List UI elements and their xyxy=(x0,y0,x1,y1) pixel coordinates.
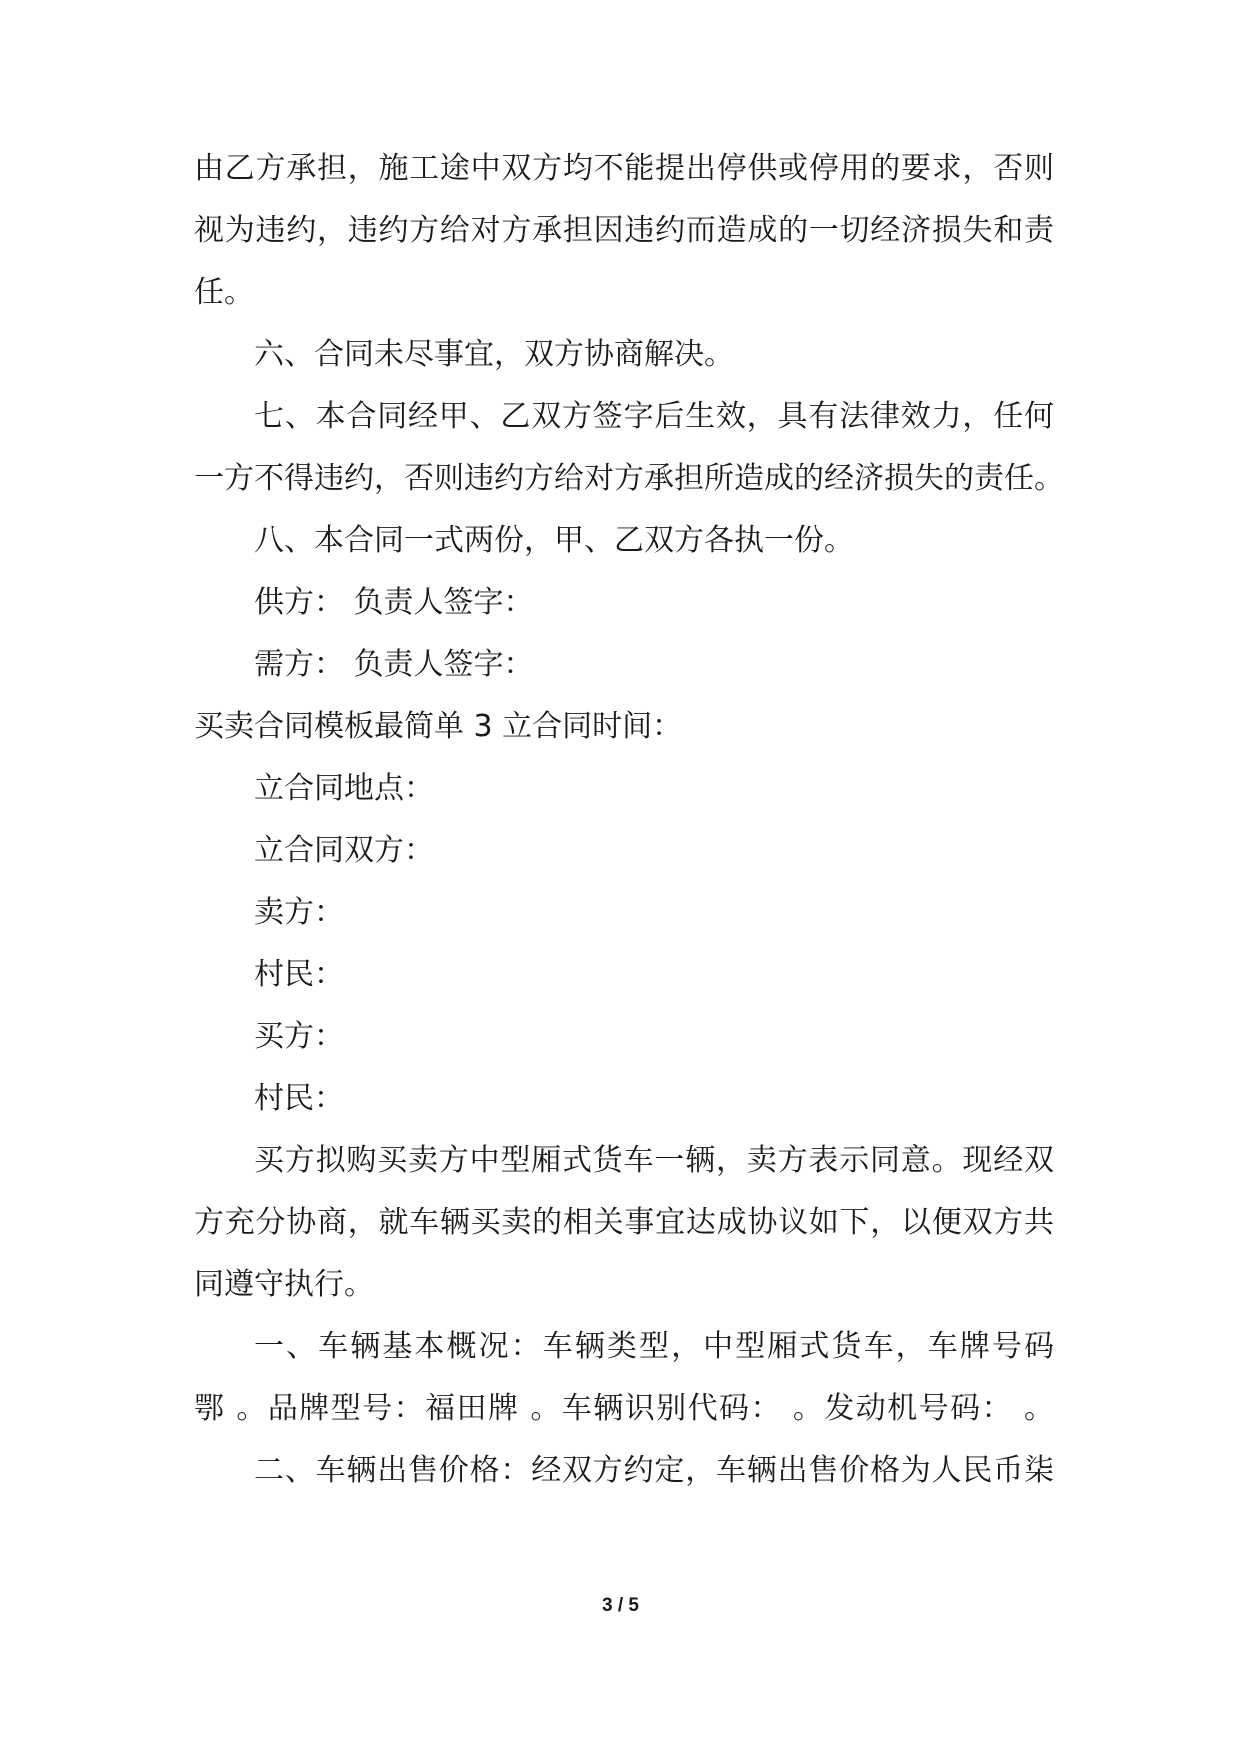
paragraph-line: 任。 xyxy=(194,275,254,310)
signature-line-supplier: 供方： 负责人签字： xyxy=(254,585,534,620)
section-heading: 买卖合同模板最简单 3 立合同时间： xyxy=(194,709,683,744)
paragraph-line: 视为违约，违约方给对方承担因违约而造成的一切经济损失和责 xyxy=(194,213,1054,248)
paragraph-line: 由乙方承担，施工途中双方均不能提出停供或停用的要求，否则 xyxy=(194,151,1054,186)
paragraph-line: 六、合同未尽事宜，双方协商解决。 xyxy=(254,337,734,372)
paragraph-line: 一方不得违约，否则违约方给对方承担所造成的经济损失的责任。 xyxy=(194,461,1064,496)
paragraph-line: 立合同双方： xyxy=(254,833,434,868)
paragraph-line: 买方： xyxy=(254,1019,344,1054)
signature-line-buyer: 需方： 负责人签字： xyxy=(254,647,534,682)
paragraph-line: 方充分协商，就车辆买卖的相关事宜达成协议如下，以便双方共 xyxy=(194,1205,1054,1240)
paragraph-line: 立合同地点： xyxy=(254,771,434,806)
page-number: 3 / 5 xyxy=(602,1595,639,1616)
paragraph-line: 村民： xyxy=(254,957,344,992)
paragraph-line: 同遵守执行。 xyxy=(194,1267,374,1302)
paragraph-line: 一、车辆基本概况：车辆类型，中型厢式货车，车牌号码 xyxy=(254,1329,1054,1364)
paragraph-line: 鄂 。品牌型号：福田牌 。车辆识别代码： 。发动机号码： 。 xyxy=(194,1391,1054,1426)
paragraph-line: 卖方： xyxy=(254,895,344,930)
paragraph-line: 二、车辆出售价格：经双方约定，车辆出售价格为人民币柒 xyxy=(254,1453,1054,1488)
paragraph-line: 买方拟购买卖方中型厢式货车一辆，卖方表示同意。现经双 xyxy=(254,1143,1054,1178)
paragraph-line: 七、本合同经甲、乙双方签字后生效，具有法律效力，任何 xyxy=(254,399,1054,434)
paragraph-line: 村民： xyxy=(254,1081,344,1116)
paragraph-line: 八、本合同一式两份，甲、乙双方各执一份。 xyxy=(254,523,854,558)
